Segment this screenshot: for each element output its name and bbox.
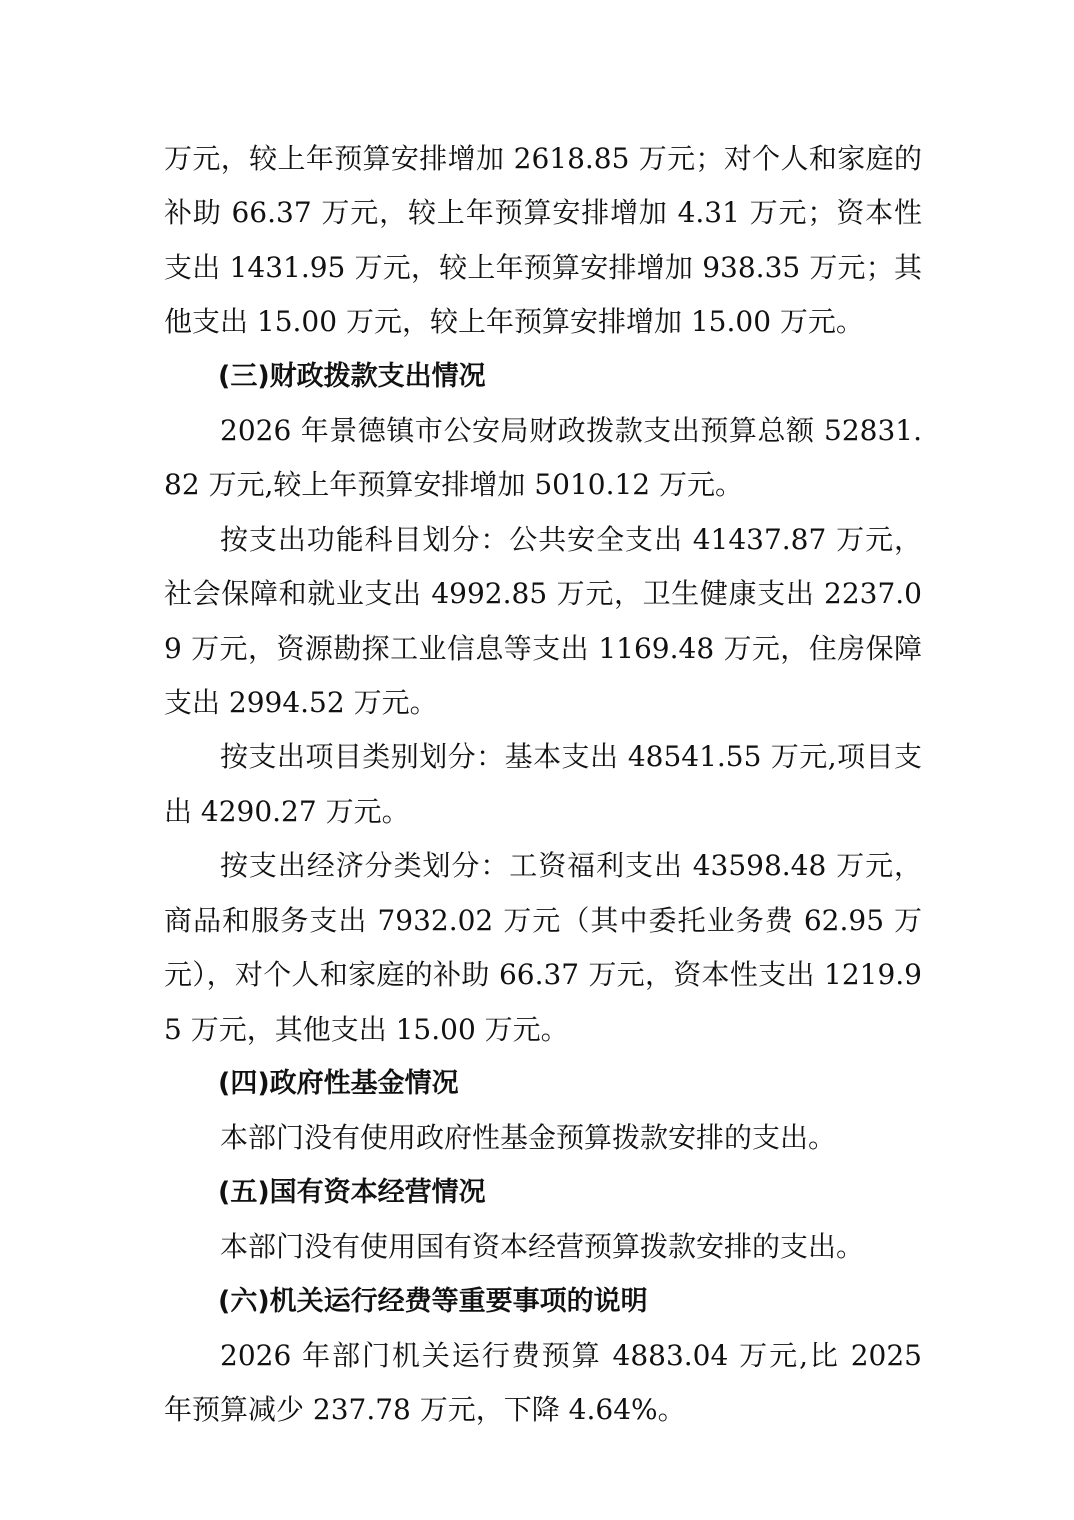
paragraph-by-project-category: 按支出项目类别划分：基本支出 48541.55 万元,项目支出 4290.27 万元。 <box>164 740 922 828</box>
paragraph-fiscal-total: 2026 年景德镇市公安局财政拨款支出预算总额 52831.82 万元,较上年预算安排增加 5010.12 万元。 <box>164 414 922 502</box>
heading-fiscal-appropriation-expenditure: (三)财政拨款支出情况 <box>218 360 486 392</box>
heading-state-capital: (五)国有资本经营情况 <box>218 1176 486 1208</box>
heading-operating-expenses: (六)机关运行经费等重要事项的说明 <box>218 1285 648 1317</box>
paragraph-expenditure-continued: 万元，较上年预算安排增加 2618.85 万元；对个人和家庭的补助 66.37 万元，较上年预算安排增加 4.31 万元；资本性支出 1431.95 万元，较上年预算安排增加 938.35 万元；其他支出 15.00 万元，较上年预算安排增加 15.00 万元。 <box>164 142 922 339</box>
paragraph-state-capital: 本部门没有使用国有资本经营预算拨款安排的支出。 <box>220 1230 865 1264</box>
paragraph-by-economic-category: 按支出经济分类划分：工资福利支出 43598.48 万元，商品和服务支出 7932.02 万元（其中委托业务费 62.95 万元），对个人和家庭的补助 66.37 万元，资本性支出 1219.95 万元，其他支出 15.00 万元。 <box>164 849 922 1046</box>
heading-government-fund: (四)政府性基金情况 <box>218 1067 459 1099</box>
paragraph-by-function: 按支出功能科目划分：公共安全支出 41437.87 万元，社会保障和就业支出 4992.85 万元，卫生健康支出 2237.09 万元，资源勘探工业信息等支出 1169.48 万元，住房保障支出 2994.52 万元。 <box>164 522 922 720</box>
paragraph-operating-expenses: 2026 年部门机关运行费预算 4883.04 万元,比 2025 年预算减少 237.78 万元，下降 4.64%。 <box>164 1338 922 1427</box>
paragraph-government-fund: 本部门没有使用政府性基金预算拨款安排的支出。 <box>220 1121 837 1155</box>
